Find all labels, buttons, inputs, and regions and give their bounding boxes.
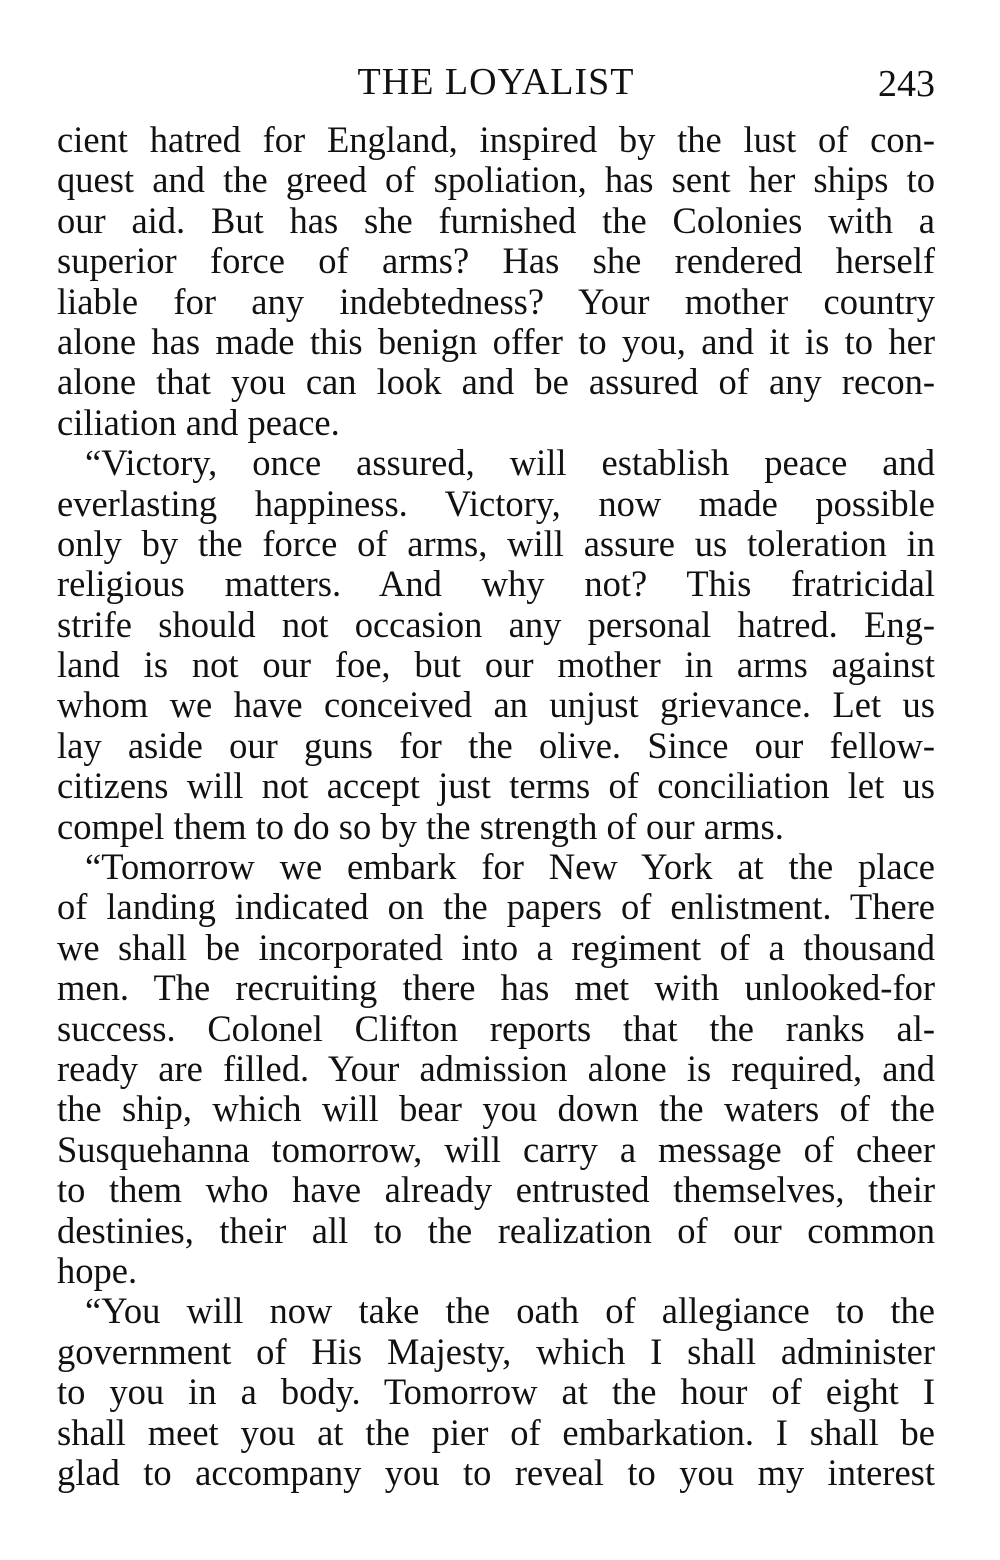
text-line: “Tomorrow we embark for New York at the place (85, 846, 935, 888)
text-line: quest and the greed of spoliation, has sent her ships to (57, 159, 935, 201)
paragraph-2 (57, 443, 935, 847)
text-line: ciliation and peace. (57, 401, 340, 443)
text-line: hope. (57, 1249, 138, 1291)
text-line: men. The recruiting there has met with unlooked-for (57, 967, 935, 1009)
text-line: “Victory, once assured, will establish peace and (85, 442, 935, 484)
text-line: we shall be incorporated into a regiment of a thousand (57, 926, 935, 968)
text-line: compel them to do so by the strength of our arms. (57, 805, 784, 847)
text-line: to them who have already entrusted themselves, their (57, 1169, 935, 1211)
text-line: citizens will not accept just terms of conciliation let us (57, 765, 935, 807)
text-line: superior force of arms? Has she rendered herself (57, 240, 935, 282)
body-text (57, 120, 935, 1493)
text-line: whom we have conceived an unjust grievance. Let us (57, 684, 935, 726)
text-line: success. Colonel Clifton reports that the ranks al- (57, 1007, 935, 1049)
text-line: land is not our foe, but our mother in arms against (57, 644, 935, 686)
paragraph-1 (57, 120, 935, 443)
text-line: to you in a body. Tomorrow at the hour of eight I (57, 1371, 935, 1413)
text-line: liable for any indebtedness? Your mother country (57, 280, 935, 322)
text-line: “You will now take the oath of allegiance to the (85, 1290, 935, 1332)
text-line: only by the force of arms, will assure us toleration in (57, 522, 935, 564)
text-line: alone that you can look and be assured of any recon- (57, 361, 935, 403)
text-line: cient hatred for England, inspired by the lust of con- (57, 119, 935, 160)
text-line: government of His Majesty, which I shall administer (57, 1330, 935, 1372)
running-title: THE LOYALIST (357, 61, 635, 103)
text-line: the ship, which will bear you down the waters of the (57, 1088, 935, 1130)
book-page (57, 60, 935, 1493)
text-line: religious matters. And why not? This fratricidal (57, 563, 935, 605)
text-line: ready are filled. Your admission alone is required, and (57, 1047, 935, 1089)
text-line: of landing indicated on the papers of enlistment. There (57, 886, 935, 928)
text-line: destinies, their all to the realization of our common (57, 1209, 935, 1251)
text-line: glad to accompany you to reveal to you my interest (57, 1451, 935, 1493)
text-line: our aid. But has she furnished the Colonies with a (57, 199, 935, 241)
text-line: Susquehanna tomorrow, will carry a message of cheer (57, 1128, 935, 1170)
text-line: shall meet you at the pier of embarkation. I shall be (57, 1411, 935, 1453)
paragraph-4 (57, 1291, 935, 1493)
page-number: 243 (878, 63, 935, 105)
text-line: lay aside our guns for the olive. Since our fellow- (57, 724, 935, 766)
text-line: everlasting happiness. Victory, now made possible (57, 482, 935, 524)
paragraph-3 (57, 847, 935, 1291)
text-line: strife should not occasion any personal hatred. Eng- (57, 603, 935, 645)
text-line: alone has made this benign offer to you, and it is to her (57, 320, 935, 362)
page-header (57, 60, 935, 120)
